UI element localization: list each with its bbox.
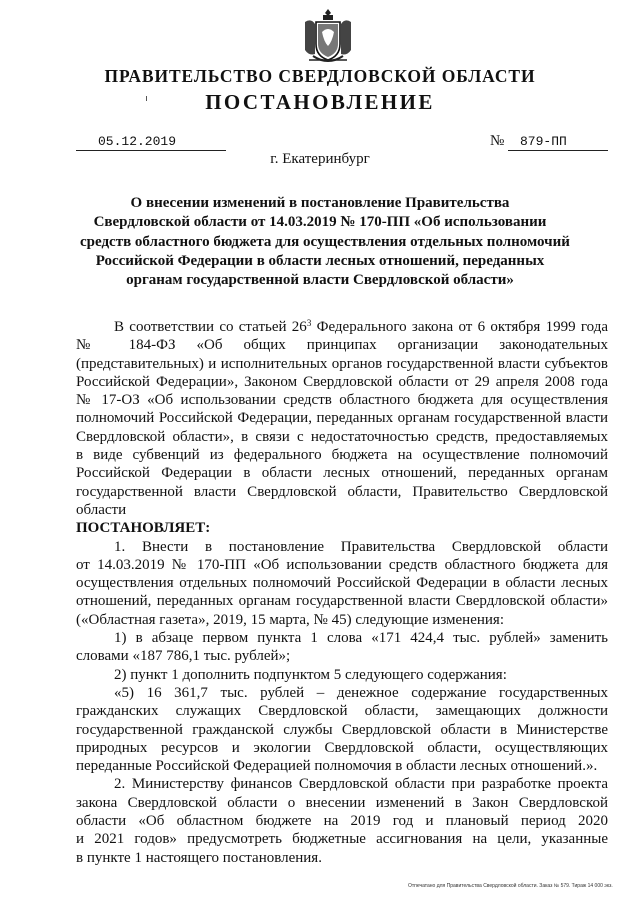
document-body	[76, 318, 608, 867]
body-line: осуществления отдельных полномочий Российской Федерации в области лесных	[76, 575, 608, 592]
heading-line: органам государственной власти Свердловской области»	[126, 272, 514, 289]
body-line: от 14.03.2019 № 170-ПП «Об использовании средств областного бюджета для	[76, 556, 608, 573]
body-line: (представительных) и исполнительных органов государственной власти субъектов	[76, 355, 608, 372]
document-date: 05.12.2019	[98, 134, 177, 149]
body-line: 1. Внести в постановление Правительства Свердловской области	[114, 538, 608, 555]
body-line: 1) в абзаце первом пункта 1 слова «171 424,4 тыс. рублей» заменить	[114, 630, 608, 647]
document-type: ПОСТАНОВЛЕНИЕ	[205, 90, 435, 114]
body-line: отношений, переданных органам государственной власти Свердловской области»	[76, 593, 608, 610]
city-name: г. Екатеринбург	[270, 151, 370, 167]
intro-first-line	[76, 318, 608, 336]
body-line: гражданских служащих Свердловской области, замещающих должности	[76, 703, 608, 720]
document-number: 879-ПП	[520, 134, 567, 149]
stray-mark	[146, 96, 147, 101]
body-line: государственной власти Свердловской области, Правительство Свердловской	[76, 483, 608, 500]
heading-line: Российской Федерации в области лесных отношений, переданных	[95, 252, 545, 269]
body-line: № 184-ФЗ «Об общих принципах организации законодательных	[76, 337, 608, 354]
body-line: № 17-ОЗ «Об использовании средств областного бюджета для осуществления	[76, 392, 608, 409]
heading-line: Свердловской области от 14.03.2019 № 170-ПП «Об использовании	[93, 214, 547, 231]
body-line: области «Об областном бюджете на 2019 год и плановый период 2020	[76, 813, 608, 830]
body-line: Свердловской области», в связи с недостаточностью средств, предоставляемых	[76, 428, 608, 445]
heading-line: средств областного бюджета для осуществления отдельных полномочий	[80, 233, 570, 250]
body-line: переданные Российской Федерацией полномочия в области лесных отношений.».	[76, 758, 598, 775]
government-name: ПРАВИТЕЛЬСТВО СВЕРДЛОВСКОЙ ОБЛАСТИ	[104, 66, 536, 86]
decree-word: ПОСТАНОВЛЯЕТ:	[76, 520, 211, 537]
article-superscript: 3	[306, 318, 312, 328]
body-line: закона Свердловской области о внесении изменений в Закон Свердловской	[76, 794, 608, 811]
number-sign: №	[490, 133, 505, 149]
body-line: государственной гражданской службы Свердловской области в Министерстве	[76, 721, 608, 738]
heading-line: О внесении изменений в постановление Правительства	[130, 195, 510, 211]
body-line: 2) пункт 1 дополнить подпунктом 5 следующего содержания:	[114, 666, 507, 683]
body-line: в виде субвенций из федерального бюджета на осуществление полномочий	[76, 447, 608, 464]
body-line: области	[76, 501, 127, 518]
body-line: «5) 16 361,7 тыс. рублей – денежное содержание государственных	[114, 684, 608, 701]
intro-text-end: Федерального закона от 6 октября 1999 года	[311, 319, 608, 335]
body-line: («Областная газета», 2019, 15 марта, № 45) следующие изменения:	[76, 611, 504, 628]
body-line: Российской Федерации в области лесных отношений, переданных органам	[76, 465, 608, 482]
intro-text-start: В соответствии со статьей 26	[114, 319, 307, 335]
body-line: и 2021 годов» предусмотреть бюджетные ассигнования на цели, указанные	[76, 831, 608, 848]
body-line: в пункте 1 настоящего постановления.	[76, 849, 322, 866]
body-line: Российской Федерации», Законом Свердловской области от 29 апреля 2008 года	[76, 373, 608, 390]
body-line: 2. Министерству финансов Свердловской области при разработке проекта	[114, 776, 608, 793]
body-line: словами «187 786,1 тыс. рублей»;	[76, 648, 291, 665]
body-line: природных ресурсов и экологии Свердловской области, осуществляющих	[76, 739, 608, 756]
document-heading	[80, 194, 570, 290]
print-footer: Отпечатано для Правительства Свердловской области. Заказ № 579. Тираж 14 000 экз.	[408, 883, 613, 889]
coat-of-arms-icon	[301, 6, 355, 64]
body-line: полномочий Российской Федерации, переданных органам государственной власти	[76, 410, 608, 427]
